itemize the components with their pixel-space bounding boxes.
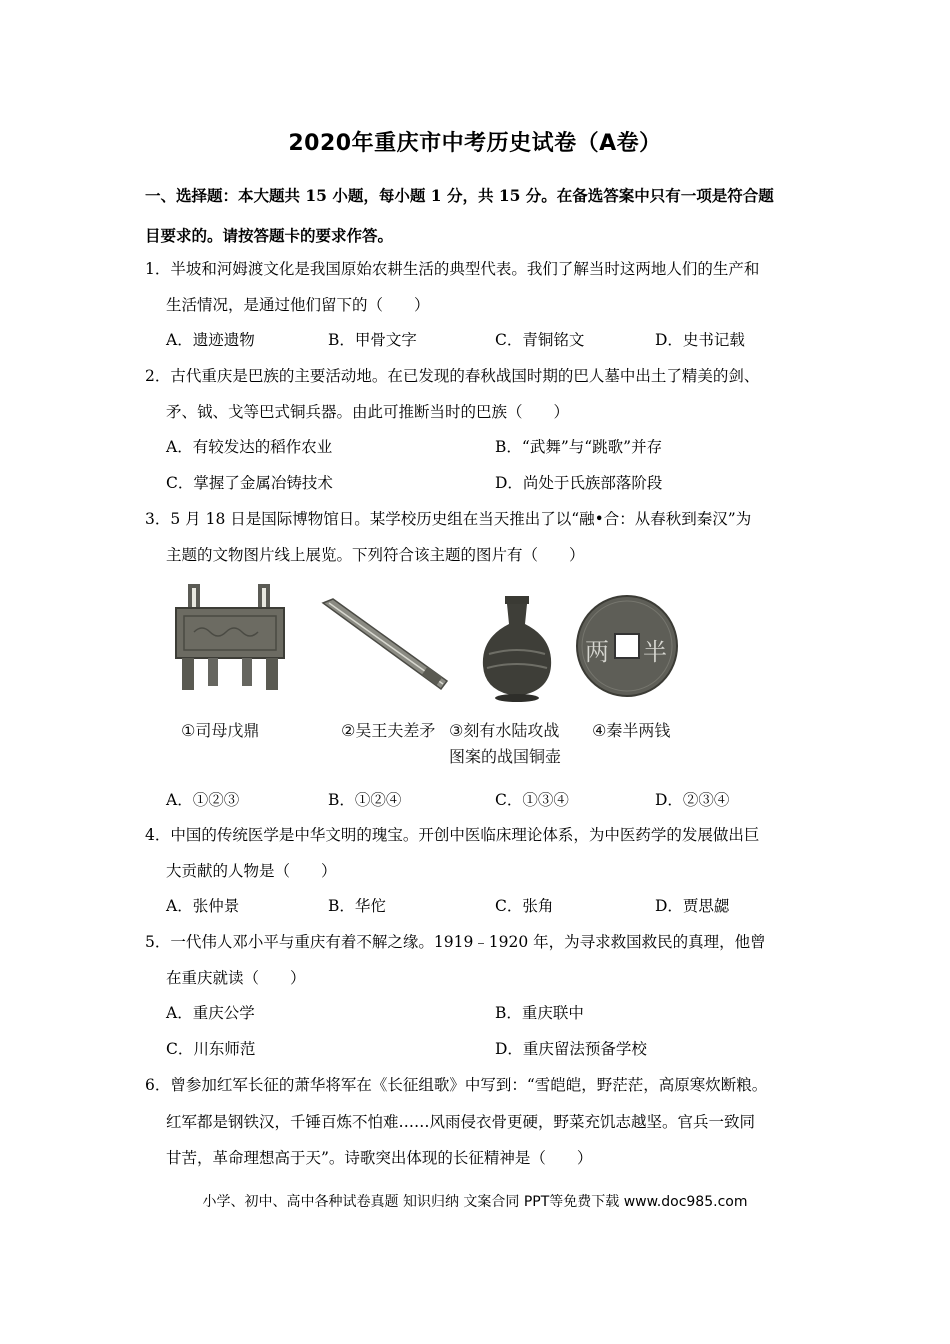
question-5-line1: 5．一代伟人邓小平与重庆有着不解之缘。1919﹣1920 年，为寻求救国救民的真理，他曾	[145, 933, 766, 951]
question-4-line2: 大贡献的人物是（ ）	[166, 862, 337, 880]
q3-option-d: D．②③④	[655, 791, 730, 809]
question-1-line1: 1．半坡和河姆渡文化是我国原始农耕生活的典型代表。我们了解当时这两地人们的生产和	[145, 260, 760, 278]
caption-coin: ④秦半两钱	[592, 721, 671, 740]
artifact-figures	[165, 590, 725, 770]
question-3-line2: 主题的文物图片线上展览。下列符合该主题的图片有（ ）	[166, 546, 585, 564]
banliang-coin-image	[575, 594, 679, 698]
q1-option-c: C．青铜铭文	[495, 331, 585, 349]
section-heading-line1: 一、选择题：本大题共 15 小题，每小题 1 分，共 15 分。在备选答案中只有一项是符合题	[145, 186, 774, 205]
q3-option-b: B．①②④	[328, 791, 402, 809]
section-heading-line2: 目要求的。请按答题卡的要求作答。	[145, 226, 394, 245]
question-4-line1: 4．中国的传统医学是中华文明的瑰宝。开创中医临床理论体系，为中医药学的发展做出巨	[145, 826, 760, 844]
question-2-line2: 矛、钺、戈等巴式铜兵器。由此可推断当时的巴族（ ）	[166, 403, 570, 421]
page-title: 2020年重庆市中考历史试卷（A卷）	[288, 131, 662, 156]
coin-char-right: 半	[643, 638, 667, 666]
q4-option-b: B．华佗	[328, 897, 386, 915]
caption-pot-line2: 图案的战国铜壶	[449, 747, 562, 766]
q2-option-d: D．尚处于氏族部落阶段	[495, 474, 663, 492]
simuwu-ding-image	[170, 580, 290, 695]
page-footer: 小学、初中、高中各种试卷真题 知识归纳 文案合同 PPT等免费下载 www.doc985.com	[202, 1194, 748, 1210]
caption-spear: ②吴王夫差矛	[341, 721, 436, 740]
q4-option-a: A．张仲景	[166, 897, 240, 915]
question-5-line2: 在重庆就读（ ）	[166, 969, 306, 987]
question-3-line1: 3．5 月 18 日是国际博物馆日。某学校历史组在当天推出了以“融•合：从春秋到秦汉”为	[145, 510, 752, 528]
q4-option-d: D．贾思勰	[655, 897, 730, 915]
question-1-line2: 生活情况，是通过他们留下的（ ）	[166, 296, 430, 314]
q5-option-b: B．重庆联中	[495, 1004, 584, 1022]
q5-option-a: A．重庆公学	[166, 1004, 255, 1022]
q3-option-a: A．①②③	[166, 791, 240, 809]
question-6-line3: 甘苦，革命理想高于天”。诗歌突出体现的长征精神是（ ）	[166, 1149, 593, 1167]
q5-option-c: C．川东师范	[166, 1040, 256, 1058]
question-2-line1: 2．古代重庆是巴族的主要活动地。在已发现的春秋战国时期的巴人墓中出土了精美的剑、	[145, 367, 760, 385]
caption-ding: ①司母戊鼎	[181, 721, 260, 740]
caption-pot-line1: ③刻有水陆攻战	[449, 721, 560, 740]
q2-option-c: C．掌握了金属冶铸技术	[166, 474, 333, 492]
q4-option-c: C．张角	[495, 897, 554, 915]
q5-option-d: D．重庆留法预备学校	[495, 1040, 647, 1058]
q1-option-a: A．遗迹遗物	[166, 331, 255, 349]
q2-option-b: B．“武舞”与“跳歌”并存	[495, 438, 663, 456]
bronze-pot-image	[477, 594, 557, 704]
q1-option-b: B．甲骨文字	[328, 331, 417, 349]
question-6-line2: 红军都是钢铁汉，千锤百炼不怕难……风雨侵衣骨更硬，野菜充饥志越坚。官兵一致同	[166, 1113, 756, 1131]
question-6-line1: 6．曾参加红军长征的萧华将军在《长征组歌》中写到：“雪皑皑，野茫茫，高原寒炊断粮。	[145, 1076, 768, 1094]
q3-option-c: C．①③④	[495, 791, 569, 809]
fuchai-spear-image	[315, 595, 455, 695]
q1-option-d: D．史书记载	[655, 331, 745, 349]
coin-char-left: 两	[585, 638, 609, 666]
q2-option-a: A．有较发达的稻作农业	[166, 438, 333, 456]
